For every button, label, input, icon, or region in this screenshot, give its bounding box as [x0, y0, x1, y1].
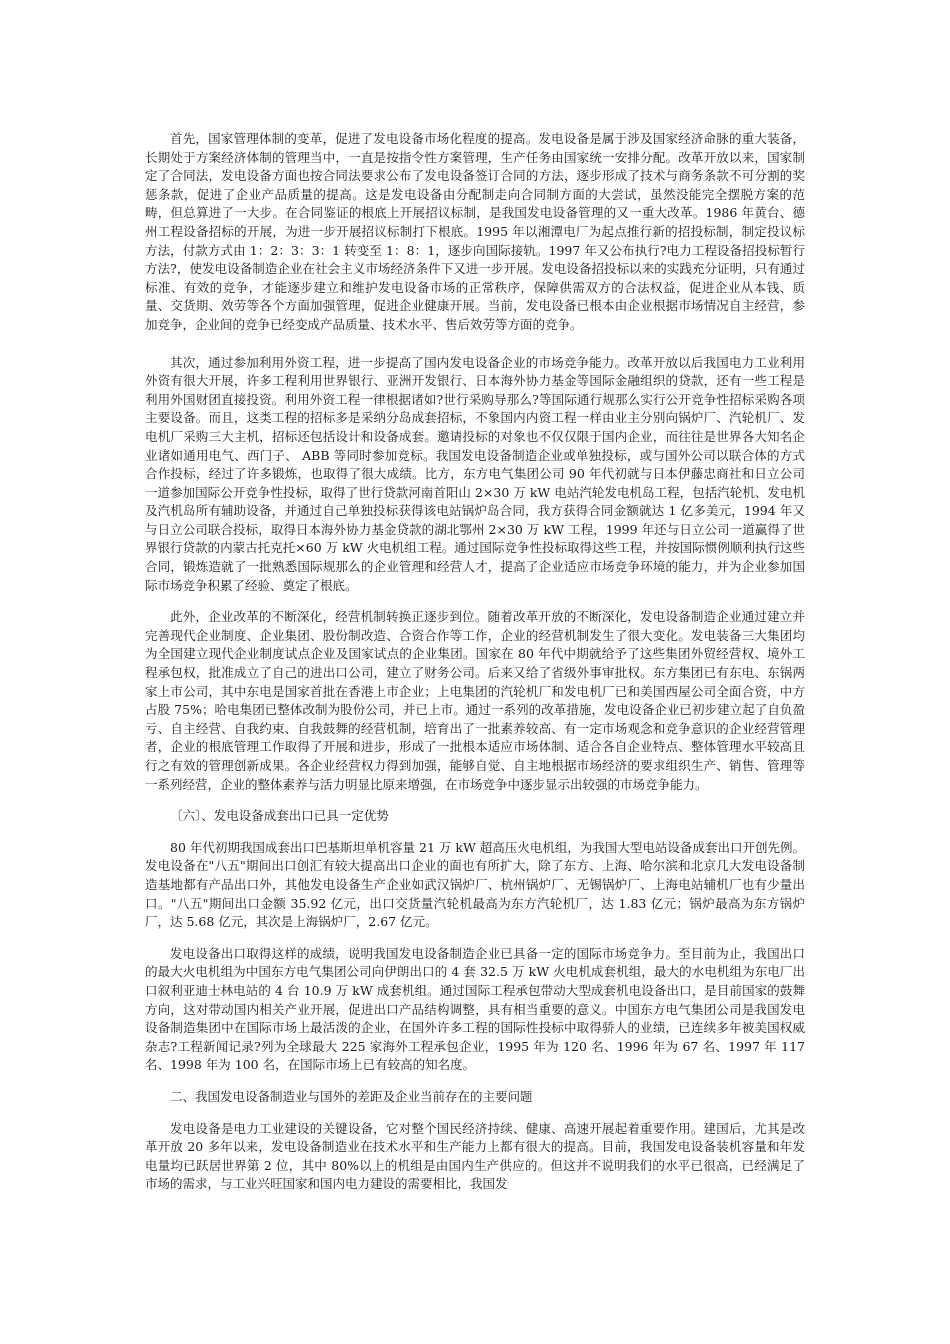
paragraph-gap-intro: 发电设备是电力工业建设的关键设备，它对整个国民经济持续、健康、高速开展起着重要作用。建国后，尤其是改革开放 20 多年以来，发电设备制造业在技术水平和生产能力上都有很大的提高。目前，我国发电设备装机容量和年发电量均已跃居世界第 2 位，其中 80%以上的机组是由国内生产供应的。但这并不说明我们的水平已很高，已经满足了市场的需求，与工业兴旺国家和国内电力建设的需要相比，我国发: [145, 1120, 805, 1192]
document-body: [145, 130, 805, 1194]
section-heading-export: 〔六〕、发电设备成套出口已具一定优势: [170, 808, 389, 824]
paragraph-export-achievements: 发电设备出口取得这样的成绩，说明我国发电设备制造企业已具备一定的国际市场竞争力。至目前为止，我国出口的最大火电机组为中国东方电气集团公司向伊朗出口的 4 套 32.5 万 kW 火电机成套机组，最大的水电机组为东电厂出口叙利亚迪士林电站的 4 台 10.9 万 kW 成套机组。通过国际工程承包带动大型成套机电设备出口，是目前国家的鼓舞方向，这对带动国内相关产业开展，促进出口产品结构调整，具有相当重要的意义。中国东方电气集团公司是我国发电设备制造集团中在国际市场上最活泼的企业，在国外许多工程的国际性投标中取得骄人的业绩，已连续多年被美国权威杂志?工程新闻记录?列为全球最大 225 家海外工程承包企业，1995 年为 120 名、1996 年为 67 名、1997 年 117 名、1998 年为 100 名，在国际市场上已有较高的知名度。: [145, 945, 805, 1073]
paragraph-enterprise-reform: 此外，企业改革的不断深化，经营机制转换正逐步到位。随着改革开放的不断深化，发电设备制造企业通过建立并完善现代企业制度、企业集团、股份制改造、合资合作等工作，企业的经营机制发生了很大变化。发电装备三大集团均为全国建立现代企业制度试点企业及国家试点的企业集团。国家在 80 年代中期就给予了这些集团外贸经营权、境外工程承包权，批准成立了自己的进出口公司，建立了财务公司。后来又给了省级外事审批权。东方集团已有东电、东锅两家上市公司，其中东电是国家首批在香港上市企业；上电集团的汽轮机厂和发电机厂已和美国西屋公司全面合资，中方占股 75%；哈电集团已整体改制为股份公司，并已上市。通过一系列的改革措施，发电设备企业已初步建立起了自负盈亏、自主经营、自我约束、自我鼓舞的经营机制，培育出了一批素养较高、有一定市场观念和竞争意识的企业经营管理者，企业的根底管理工作取得了开展和进步，形成了一批根本适应市场体制、适合各自企业特点、整体管理水平较高且行之有效的管理创新成果。各企业经营权力得到加强，能够自觉、自主地根据市场经济的要求组织生产、销售、管理等一系列经营，企业的整体素养与活力明显比原来增强，在市场竞争中逐步显示出较强的市场竞争能力。: [145, 609, 805, 792]
paragraph-management-reform: 首先，国家管理体制的变革，促进了发电设备市场化程度的提高。发电设备是属于涉及国家经济命脉的重大装备，长期处于方案经济体制的管理当中，一直是按指令性方案管理，生产任务由国家统一安排分配。改革开放以来，国家制定了合同法，发电设备方面也按合同法要求公布了发电设备签订合同的方法，逐步形成了技术与商务条款不可分割的奖惩条款，促进了企业产品质量的提高。这是发电设备由分配制走向合同制方面的大尝试，虽然没能完全摆脱方案的范畴，但总算进了一大步。在合同鉴证的根底上开展招议标制，是我国发电设备管理的又一重大改革。1986 年黄台、德州工程设备招标的开展，为进一步开展招议标制打下根底。1995 年以湘潭电厂为起点推行新的招投标制，制定投议标方法，付款方式由 1：2：3：3：1 转变至 1：8：1，逐步向国际接轨。1997 年又公布执行?电力工程设备招投标暂行方法?，使发电设备制造企业在社会主义市场经济条件下又进一步开展。发电设备招投标以来的实践充分证明，只有通过标准、有效的竞争，才能逐步建立和维护发电设备市场的正常秩序，保障供需双方的合法权益，促进企业从本钱、质量、交货期、效劳等各个方面加强管理，促进企业健康开展。当前，发电设备已根本由企业根据市场情况自主经营，参加竞争，企业间的竞争已经变成产品质量、技术水平、售后效劳等方面的竞争。: [145, 131, 805, 332]
paragraph-foreign-investment: 其次，通过参加利用外资工程，进一步提高了国内发电设备企业的市场竞争能力。改革开放以后我国电力工业利用外资有很大开展，许多工程利用世界银行、亚洲开发银行、日本海外协力基金等国际金融组织的贷款，还有一些工程是利用外国财团直接投资。利用外资工程一律根据诸如?世行采购导那么?等国际通行规那么实行公开竞争性招标采购各项主要设备。而且，这类工程的招标多是采纳分岛成套招标，不象国内内资工程一样由业主分别向锅炉厂、汽轮机厂、发电机厂采购三大主机，招标还包括设计和设备成套。邀请投标的对象也不仅仅限于国内企业，而往往是世界各大知名企业诸如通用电气、西门子、 ABB 等同时参加竞标。我国发电设备制造企业或单独投标，或与国外公司以联合体的方式合作投标，经过了许多锻炼，也取得了很大成绩。比方，东方电气集团公司 90 年代初就与日本伊藤忠商社和日立公司一道参加国际公开竞争性投标，取得了世行贷款河南首阳山 2×30 万 kW 电站汽轮发电机岛工程，包括汽轮机、发电机及汽机岛所有辅助设备，并通过自己单独投标获得该电站锅炉岛合同，我方获得合同金额就达 1 亿多美元，1994 年又与日立公司联合投标，取得日本海外协力基金贷款的湖北鄂州 2×30 万 kW 工程，1999 年还与日立公司一道赢得了世界银行贷款的内蒙古托克托×60 万 kW 火电机组工程。通过国际竞争性投标取得这些工程，并按国际惯例顺利执行这些合同，锻炼造就了一批熟悉国际规那么的企业管理和经营人才，提高了企业适应市场竞争环境的能力，并为企业参加国际市场竞争积累了经验、奠定了根底。: [145, 354, 805, 593]
section-heading-gap: 二、我国发电设备制造业与国外的差距及企业当前存在的主要问题: [170, 1088, 533, 1104]
paragraph-export-history: 80 年代初期我国成套出口巴基斯坦单机容量 21 万 kW 超高压火电机组，为我国大型电站设备成套出口开创先例。发电设备在"八五"期间出口创汇有较大提高出口企业的面也有所扩大，除了东方、上海、哈尔滨和北京几大发电设备制造基地都有产品出口外，其他发电设备生产企业如武汉锅炉厂、杭州锅炉厂、无锡锅炉厂、上海电站辅机厂也有少量出口。"八五"期间出口金额 35.92 亿元，出口交货量汽轮机最高为东方汽轮机厂，达 1.83 亿元；锅炉最高为东方锅炉厂，达 5.68 亿元，其次是上海锅炉厂，2.67 亿元。: [145, 839, 805, 930]
